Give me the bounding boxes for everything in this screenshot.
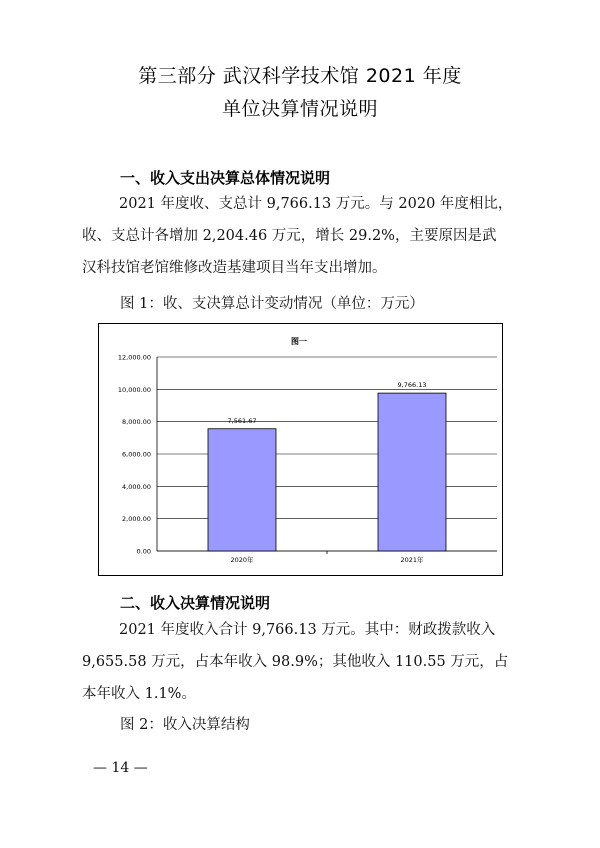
part1-line: 2021 年度收、支总计 9,766.13 万元。与 2020 年度相比， <box>119 196 513 212</box>
chart-title: 图一 <box>291 337 307 346</box>
y-tick-label: 12,000.00 <box>117 353 151 362</box>
part1-line: 收、支总计各增加 2,204.46 万元，增长 29.2%，主要原因是武 <box>82 228 497 244</box>
x-tick-label: 2020年 <box>230 556 254 564</box>
bar-value-label: 7,561.67 <box>227 416 257 425</box>
bar-chart <box>99 324 504 577</box>
y-tick-label: 2,000.00 <box>122 515 151 524</box>
section-subtitle: 单位决算情况说明 <box>221 98 378 120</box>
part2-line: 9,655.58 万元，占本年收入 98.9%；其他收入 110.55 万元，占 <box>82 654 509 670</box>
part1-line: 汉科技馆老馆维修改造基建项目当年支出增加。 <box>82 260 387 276</box>
y-tick-label: 10,000.00 <box>117 385 151 394</box>
bar-value-label: 9,766.13 <box>397 381 427 390</box>
section-title: 第三部分 武汉科学技术馆 2021 年度 <box>138 65 462 87</box>
part1-paragraph <box>82 188 528 284</box>
y-tick-label: 4,000.00 <box>122 482 151 491</box>
y-tick-label: 6,000.00 <box>122 450 151 459</box>
part2-paragraph <box>82 614 528 710</box>
page-number: — 14 — <box>93 760 148 776</box>
figure2-caption: 图 2：收入决算结构 <box>120 717 250 733</box>
part2-line: 2021 年度收入合计 9,766.13 万元。其中：财政拨款收入 <box>119 622 496 638</box>
part1-heading: 一、收入支出决算总体情况说明 <box>120 169 331 187</box>
figure1-caption: 图 1：收、支决算总计变动情况（单位：万元） <box>120 296 424 312</box>
x-tick-label: 2021年 <box>400 556 424 564</box>
bar <box>208 429 276 551</box>
part2-line: 本年收入 1.1%。 <box>82 686 196 702</box>
bar <box>378 393 446 551</box>
chart-frame <box>98 323 503 576</box>
part2-heading: 二、收入决算情况说明 <box>120 594 271 612</box>
y-tick-label: 0.00 <box>136 547 151 556</box>
y-tick-label: 8,000.00 <box>122 418 151 427</box>
